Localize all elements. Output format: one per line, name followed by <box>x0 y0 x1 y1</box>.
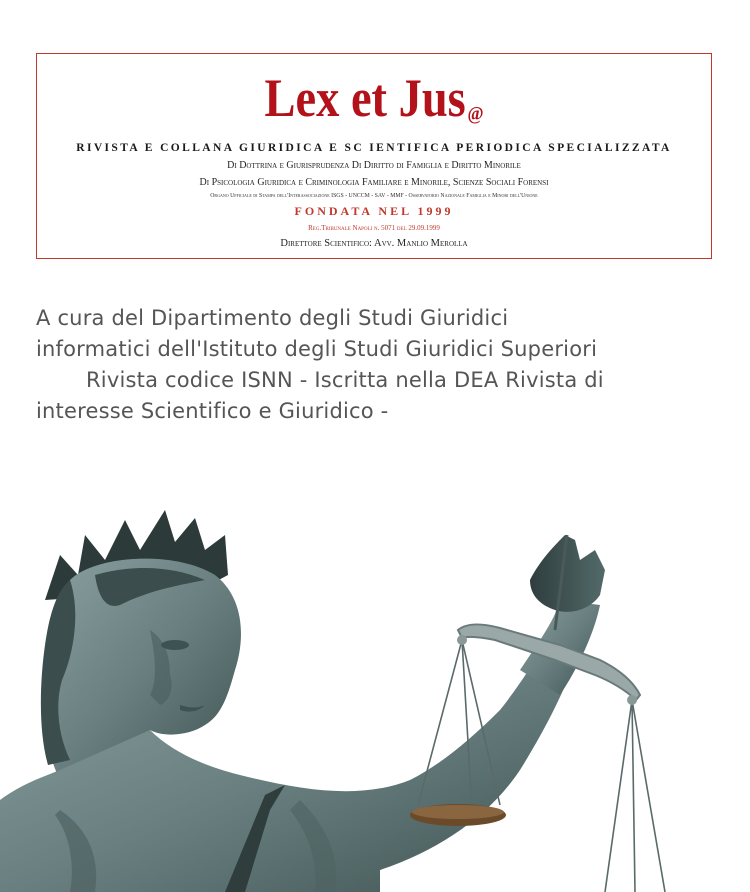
masthead-line-organ: Organo Ufficiale di Stampa dell'Interassociazione ISGS - UNCCM - SAV - MMF - Osservatorio Nazionale Famiglia e Minori dell'Unione <box>210 193 538 199</box>
masthead-line-psychology: Di Psicologia Giuridica e Criminologia Familiare e Minorile, Scienze Sociali Forensi <box>199 177 549 188</box>
masthead-line-doctrine: Di Dottrina e Giurisprudenza Di Diritto di Famiglia e Diritto Minorile <box>227 160 521 171</box>
intro-line-2: informatici dell'Istituto degli Studi Giuridici Superiori <box>36 337 598 361</box>
journal-title-at: @ <box>467 103 484 125</box>
masthead-director: Direttore Scientifico: Avv. Manlio Merolla <box>280 238 468 249</box>
statue-hand <box>530 535 605 612</box>
intro-line-4: interesse Scientifico e Giuridico - <box>36 399 389 423</box>
scale-chains-right <box>605 700 665 892</box>
intro-line-3: Rivista codice ISNN - Iscritta nella DEA Rivista di <box>86 368 604 392</box>
justice-statue-illustration <box>0 480 750 892</box>
intro-line-1: A cura del Dipartimento degli Studi Giuridici <box>36 306 509 330</box>
intro-paragraph <box>36 303 726 427</box>
journal-title <box>84 70 664 142</box>
masthead-registration: Reg.Tribunale Napoli n. 5071 del 29.09.1999 <box>308 224 440 232</box>
journal-title-text: Lex et Jus <box>264 68 466 128</box>
masthead-banner <box>36 53 712 259</box>
masthead-subtitle: RIVISTA E COLLANA GIURIDICA E SC IENTIFICA PERIODICA SPECIALIZZATA <box>76 142 672 154</box>
masthead-founded: FONDATA NEL 1999 <box>294 204 454 218</box>
justice-statue-image <box>0 480 750 892</box>
